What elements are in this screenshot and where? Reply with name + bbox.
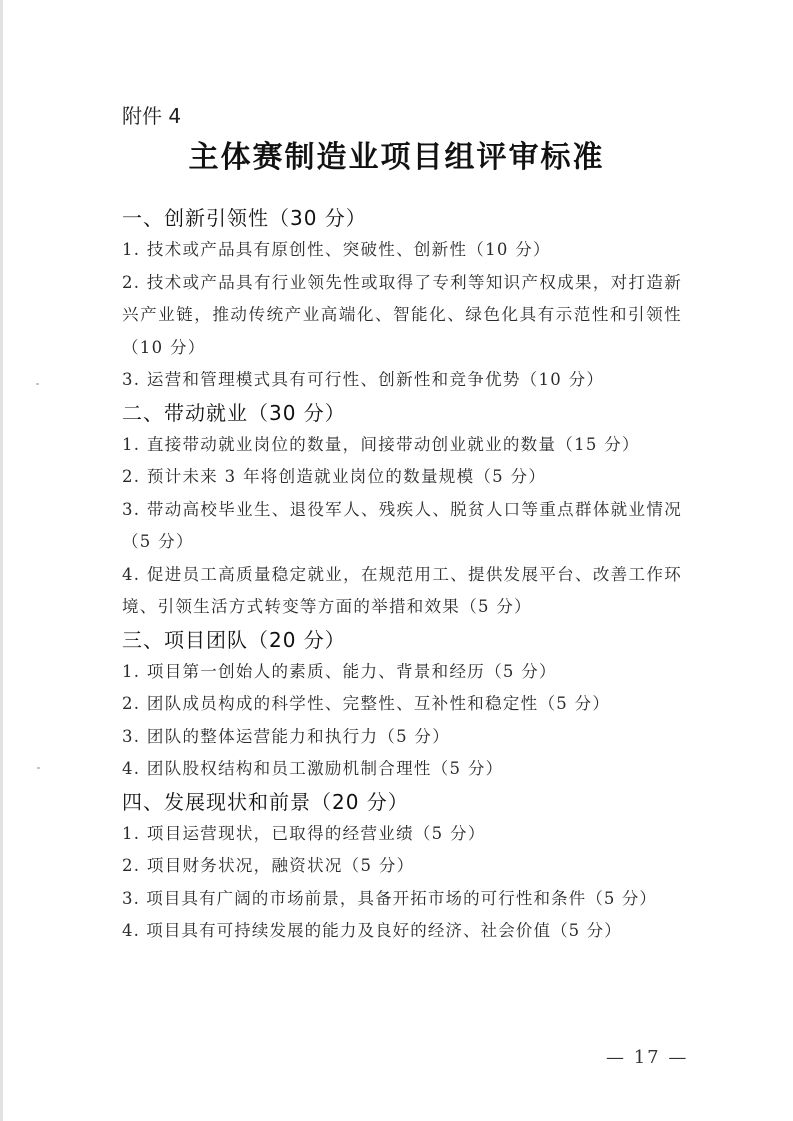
criterion-item: 2. 预计未来 3 年将创造就业岗位的数量规模（5 分）: [122, 467, 547, 486]
scan-speck: [37, 767, 40, 769]
criterion-item: 1. 技术或产品具有原创性、突破性、创新性（10 分）: [122, 240, 551, 259]
criterion-item: 4. 促进员工高质量稳定就业，在规范用工、提供发展平台、改善工作环境、引领生活方式转变等方面的举措和效果（5 分）: [122, 564, 682, 616]
section-employment: [122, 397, 682, 624]
criterion-item: 3. 团队的整体运营能力和执行力（5 分）: [122, 726, 451, 746]
section-heading: 一、创新引领性（30 分）: [122, 206, 367, 230]
criterion-item: 4. 项目具有可持续发展的能力及良好的经济、社会价值（5 分）: [122, 921, 622, 940]
criterion-item: 3. 运营和管理模式具有可行性、创新性和竞争优势（10 分）: [122, 370, 605, 389]
scan-speck: [36, 383, 39, 385]
criterion-item: 1. 项目第一创始人的素质、能力、背景和经历（5 分）: [122, 661, 557, 681]
criterion-item: 3. 项目具有广阔的市场前景，具备开拓市场的可行性和条件（5 分）: [122, 888, 658, 908]
criterion-item: 4. 团队股权结构和员工激励机制合理性（5 分）: [122, 759, 504, 778]
criterion-item: 2. 团队成员构成的科学性、完整性、互补性和稳定性（5 分）: [122, 694, 611, 713]
section-heading: 三、项目团队（20 分）: [122, 627, 346, 652]
section-heading: 二、带动就业（30 分）: [122, 400, 346, 425]
criterion-item: 1. 项目运营现状，已取得的经营业绩（5 分）: [122, 823, 486, 843]
criterion-item: 2. 技术或产品具有行业领先性或取得了专利等知识产权成果，对打造新兴产业链，推动传统产业高端化、智能化、绿色化具有示范性和引领性（10 分）: [122, 272, 682, 357]
section-prospects: [122, 786, 682, 948]
criterion-item: 3. 带动高校毕业生、退役军人、残疾人、脱贫人口等重点群体就业情况（5 分）: [122, 499, 682, 551]
page-number: — 17 —: [606, 1047, 689, 1068]
criterion-item: 1. 直接带动就业岗位的数量，间接带动创业就业的数量（15 分）: [122, 434, 640, 454]
section-team: [122, 624, 682, 786]
document-title: 主体赛制造业项目组评审标准: [188, 140, 605, 175]
criteria-content: [122, 202, 682, 948]
criterion-item: 2. 项目财务状况，融资状况（5 分）: [122, 856, 415, 875]
section-heading: 四、发展现状和前景（20 分）: [122, 789, 409, 814]
section-innovation: [122, 202, 682, 397]
attachment-label: 附件 4: [122, 104, 182, 128]
